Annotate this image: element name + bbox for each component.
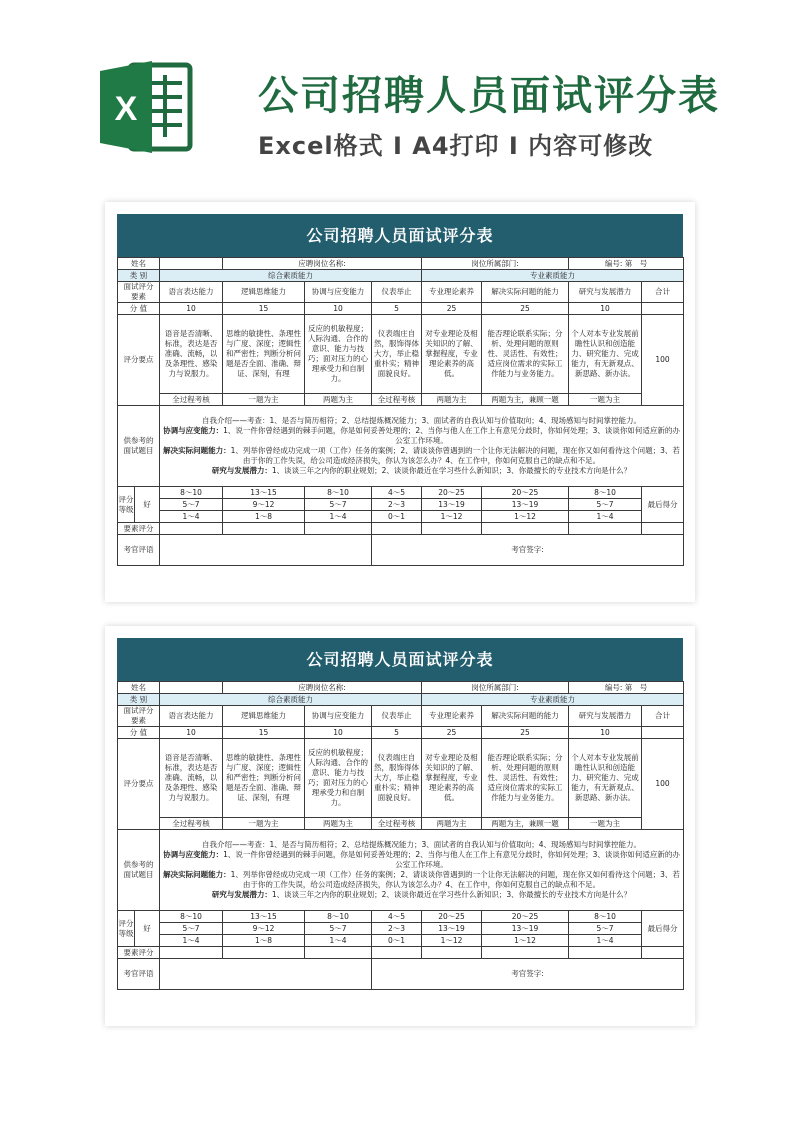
- assess-cell: 全过程考核: [372, 394, 422, 406]
- element-score-label: 要素评分: [118, 523, 160, 535]
- position-field[interactable]: 应聘岗位名称:: [223, 258, 422, 270]
- point-cell: 个人对本专业发展前瞻性认识和创造能力、研究能力、完成能力，有无新观点、新思路、新办法。: [569, 739, 642, 818]
- assess-cell: 两题为主: [305, 394, 372, 406]
- grade-mid-cell: 5～7: [305, 499, 372, 511]
- point-cell: 对专业理论及相关知识的了解、掌握程度，专业理论素养的高低。: [422, 315, 482, 394]
- element-cell: 仪表举止: [372, 282, 422, 303]
- point-cell: 仪表端庄自然，服饰得体大方，举止稳重朴实；精神面貌良好。: [372, 739, 422, 818]
- point-cell: 个人对本专业发展前瞻性认识和创造能力、研究能力、完成能力，有无新观点、新思路、新办法。: [569, 315, 642, 394]
- assess-cell: 全过程考核: [160, 394, 223, 406]
- category-label: 类 别: [118, 694, 160, 706]
- point-cell: 能否理论联系实际；分析、处理问题的原则性、灵活性、有效性；适应岗位需求的实际工作能力与业务能力。: [482, 739, 569, 818]
- grade-poor-cell: 0～1: [372, 935, 422, 947]
- question-intro: 自我介绍——考查：1、是否与简历相符；2、总结提炼概况能力；3、面试者的自我认知与价值取向；4、现场感知与时间掌控能力。: [201, 840, 642, 849]
- element-score-field[interactable]: [372, 947, 422, 959]
- total-score: 100: [642, 315, 684, 406]
- assess-cell: 两题为主，兼顾一题: [482, 818, 569, 830]
- score-cell: 10: [160, 303, 223, 315]
- element-score-field[interactable]: [482, 523, 569, 535]
- examiner-sign-field[interactable]: 考官签字:: [372, 535, 684, 566]
- total-score: 100: [642, 739, 684, 830]
- elements-label: 面试评分要素: [118, 282, 160, 303]
- final-score-field[interactable]: [642, 947, 684, 959]
- grade-poor-cell: 1～4: [569, 935, 642, 947]
- name-field[interactable]: [160, 258, 223, 270]
- grade-good-cell: 4～5: [372, 911, 422, 923]
- element-cell: 仪表举止: [372, 706, 422, 727]
- element-cell: 专业理论素养: [422, 706, 482, 727]
- score-cell: 10: [305, 303, 372, 315]
- questions-label: 供参考的面试题目: [118, 830, 160, 911]
- grade-poor-cell: 1～4: [569, 511, 642, 523]
- grade-label: 评分等级 好: [118, 911, 160, 947]
- elements-label: 面试评分要素: [118, 706, 160, 727]
- element-cell: 解决实际问题的能力: [482, 706, 569, 727]
- grade-mid-cell: 5～7: [160, 499, 223, 511]
- dept-field[interactable]: 岗位所属部门:: [422, 682, 569, 694]
- question-coordination: 协调与应变能力：1、说一件你曾经遇到的棘手问题，你是如何妥善处理的；2、当你与他人在工作上有意见分歧时，你如何处理；3、谈谈你如何适应新的办公室工作环境。: [163, 850, 680, 869]
- header: [0, 0, 800, 196]
- page-title: 公司招聘人员面试评分表: [258, 73, 720, 119]
- grade-good-cell: 8～10: [160, 487, 223, 499]
- grade-poor-cell: 1～4: [305, 511, 372, 523]
- name-label: 姓名: [118, 258, 160, 270]
- grade-mid-cell: 2～3: [372, 499, 422, 511]
- element-score-field[interactable]: [305, 523, 372, 535]
- final-score-field[interactable]: [642, 523, 684, 535]
- category-general: 综合素质能力: [160, 270, 422, 282]
- grade-mid-cell: 5～7: [305, 923, 372, 935]
- number-field[interactable]: 编号: 第 号: [569, 682, 684, 694]
- grade-poor-cell: 1～12: [482, 935, 569, 947]
- point-cell: 思维的敏捷性、条理性与广度、深度；逻辑性和严密性；判断分析问题是否全面、准确、辩证、深刻，有理: [223, 315, 305, 394]
- grade-poor-cell: 1～12: [422, 511, 482, 523]
- question-problem-solving: 解决实际问题能力：1、列举你曾经成功完成一项（工作）任务的案例；2、请谈谈你曾遇到的一个让你无法解决的问题，现在你又如何看待这个问题；3、若由于你的工作失误，给公司造成经济损失，你认为该怎么办？4、在工作中，你如何克服自己的缺点和不足。: [163, 446, 680, 465]
- examiner-comment-field[interactable]: [160, 535, 372, 566]
- category-professional: 专业素质能力: [422, 694, 684, 706]
- element-score-field[interactable]: [422, 523, 482, 535]
- name-label: 姓名: [118, 682, 160, 694]
- grade-poor-cell: 1～8: [223, 935, 305, 947]
- assess-cell: 一题为主: [569, 818, 642, 830]
- grade-good-cell: 13～15: [223, 487, 305, 499]
- element-score-field[interactable]: [422, 947, 482, 959]
- assess-cell: 两题为主: [422, 394, 482, 406]
- assess-cell: 两题为主: [305, 818, 372, 830]
- examiner-comment-label: 考官评语: [118, 535, 160, 566]
- assess-cell: 一题为主: [223, 394, 305, 406]
- score-cell: 25: [482, 727, 569, 739]
- dept-field[interactable]: 岗位所属部门:: [422, 258, 569, 270]
- grade-mid-cell: 13～19: [482, 923, 569, 935]
- svg-text:X: X: [114, 90, 138, 128]
- point-cell: 语音是否清晰、标准，表达是否准确、流畅，以及条理性、感染力与说服力。: [160, 739, 223, 818]
- point-cell: 仪表端庄自然，服饰得体大方，举止稳重朴实；精神面貌良好。: [372, 315, 422, 394]
- grade-good-cell: 8～10: [305, 487, 372, 499]
- question-problem-solving: 解决实际问题能力：1、列举你曾经成功完成一项（工作）任务的案例；2、请谈谈你曾遇到的一个让你无法解决的问题，现在你又如何看待这个问题；3、若由于你的工作失误，给公司造成经济损失，你认为该怎么办？4、在工作中，你如何克服自己的缺点和不足。: [163, 870, 680, 889]
- element-cell: 专业理论素养: [422, 282, 482, 303]
- score-label: 分 值: [118, 303, 160, 315]
- assess-cell: 一题为主: [569, 394, 642, 406]
- question-potential: 研究与发展潜力：1、谈谈三年之内你的职业规划；2、谈谈你最近在学习些什么新知识；3、你最擅长的专业技术方向是什么？: [211, 890, 632, 899]
- score-cell: 15: [223, 303, 305, 315]
- element-cell: 解决实际问题的能力: [482, 282, 569, 303]
- element-cell: 逻辑思维能力: [223, 282, 305, 303]
- grade-poor-cell: 0～1: [372, 511, 422, 523]
- grade-label: 评分等级 好: [118, 487, 160, 523]
- examiner-comment-label: 考官评语: [118, 959, 160, 990]
- element-score-field[interactable]: [160, 947, 223, 959]
- score-cell: 5: [372, 303, 422, 315]
- questions-label: 供参考的面试题目: [118, 406, 160, 487]
- element-score-field[interactable]: [372, 523, 422, 535]
- element-cell: 逻辑思维能力: [223, 706, 305, 727]
- points-label: 评分要点: [118, 739, 160, 830]
- total-label: 合计: [642, 706, 684, 727]
- score-table: [117, 681, 684, 990]
- grade-poor-cell: 1～4: [160, 511, 223, 523]
- grade-good-cell: 20～25: [422, 487, 482, 499]
- grade-poor-cell: 1～12: [422, 935, 482, 947]
- grade-mid-cell: 9～12: [223, 923, 305, 935]
- examiner-comment-field[interactable]: [160, 959, 372, 990]
- grade-good-cell: 20～25: [482, 487, 569, 499]
- grade-mid-cell: 2～3: [372, 923, 422, 935]
- category-label: 类 别: [118, 270, 160, 282]
- element-score-field[interactable]: [223, 947, 305, 959]
- assess-cell: 全过程考核: [160, 818, 223, 830]
- element-score-field[interactable]: [305, 947, 372, 959]
- element-score-field[interactable]: [569, 523, 642, 535]
- score-cell: 5: [372, 727, 422, 739]
- point-cell: 对专业理论及相关知识的了解、掌握程度，专业理论素养的高低。: [422, 739, 482, 818]
- score-cell: 25: [422, 303, 482, 315]
- grade-good-cell: 8～10: [569, 911, 642, 923]
- element-cell: 协调与应变能力: [305, 282, 372, 303]
- question-coordination: 协调与应变能力：1、说一件你曾经遇到的棘手问题，你是如何妥善处理的；2、当你与他人在工作上有意见分歧时，你如何处理；3、谈谈你如何适应新的办公室工作环境。: [163, 426, 680, 445]
- score-total-blank: [642, 727, 684, 739]
- grade-poor-cell: 1～4: [305, 935, 372, 947]
- grade-good-cell: 20～25: [422, 911, 482, 923]
- element-cell: 语言表达能力: [160, 706, 223, 727]
- grade-good-cell: 8～10: [569, 487, 642, 499]
- element-cell: 研究与发展潜力: [569, 706, 642, 727]
- grade-poor-cell: 1～12: [482, 511, 569, 523]
- element-score-field[interactable]: [160, 523, 223, 535]
- grade-mid-cell: 13～19: [482, 499, 569, 511]
- grade-good-cell: 4～5: [372, 487, 422, 499]
- element-cell: 协调与应变能力: [305, 706, 372, 727]
- element-cell: 研究与发展潜力: [569, 282, 642, 303]
- number-field[interactable]: 编号: 第 号: [569, 258, 684, 270]
- grade-good-cell: 20～25: [482, 911, 569, 923]
- assess-cell: 全过程考核: [372, 818, 422, 830]
- assess-cell: 两题为主，兼顾一题: [482, 394, 569, 406]
- element-score-field[interactable]: [569, 947, 642, 959]
- grade-good-cell: 8～10: [305, 911, 372, 923]
- score-cell: 10: [160, 727, 223, 739]
- page-subtitle: Excel格式 I A4打印 I 内容可修改: [258, 132, 654, 160]
- category-general: 综合素质能力: [160, 694, 422, 706]
- score-cell: 15: [223, 727, 305, 739]
- point-cell: 语音是否清晰、标准，表达是否准确、流畅，以及条理性、感染力与说服力。: [160, 315, 223, 394]
- element-score-field[interactable]: [223, 523, 305, 535]
- score-cell: 25: [422, 727, 482, 739]
- question-potential: 研究与发展潜力：1、谈谈三年之内你的职业规划；2、谈谈你最近在学习些什么新知识；3、你最擅长的专业技术方向是什么？: [211, 466, 632, 475]
- grade-mid-cell: 5～7: [569, 499, 642, 511]
- score-cell: 10: [305, 727, 372, 739]
- name-field[interactable]: [160, 682, 223, 694]
- element-cell: 语言表达能力: [160, 282, 223, 303]
- category-professional: 专业素质能力: [422, 270, 684, 282]
- score-table: [117, 257, 684, 566]
- grade-poor-cell: 1～4: [160, 935, 223, 947]
- grade-mid-cell: 13～19: [422, 499, 482, 511]
- examiner-sign-field[interactable]: 考官签字:: [372, 959, 684, 990]
- questions-cell: [160, 406, 684, 487]
- form-title: 公司招聘人员面试评分表: [117, 638, 683, 681]
- form-title: 公司招聘人员面试评分表: [117, 214, 683, 257]
- assess-cell: 一题为主: [223, 818, 305, 830]
- score-cell: 10: [569, 303, 642, 315]
- questions-cell: [160, 830, 684, 911]
- final-score-label: 最后得分: [642, 911, 684, 947]
- grade-good-cell: 8～10: [160, 911, 223, 923]
- grade-mid-cell: 5～7: [160, 923, 223, 935]
- grade-mid-cell: 5～7: [569, 923, 642, 935]
- score-total-blank: [642, 303, 684, 315]
- score-cell: 25: [482, 303, 569, 315]
- element-score-label: 要素评分: [118, 947, 160, 959]
- point-cell: 反应的机敏程度；人际沟通、合作的意识、能力与技巧；面对压力的心理承受力和自制力。: [305, 739, 372, 818]
- grade-poor-cell: 1～8: [223, 511, 305, 523]
- points-label: 评分要点: [118, 315, 160, 406]
- score-cell: 10: [569, 727, 642, 739]
- point-cell: 思维的敏捷性、条理性与广度、深度；逻辑性和严密性；判断分析问题是否全面、准确、辩证、深刻，有理: [223, 739, 305, 818]
- grade-mid-cell: 13～19: [422, 923, 482, 935]
- element-score-field[interactable]: [482, 947, 569, 959]
- point-cell: 能否理论联系实际；分析、处理问题的原则性、灵活性、有效性；适应岗位需求的实际工作能力与业务能力。: [482, 315, 569, 394]
- excel-icon: [100, 57, 195, 157]
- point-cell: 反应的机敏程度；人际沟通、合作的意识、能力与技巧；面对压力的心理承受力和自制力。: [305, 315, 372, 394]
- total-label: 合计: [642, 282, 684, 303]
- question-intro: 自我介绍——考查：1、是否与简历相符；2、总结提炼概况能力；3、面试者的自我认知与价值取向；4、现场感知与时间掌控能力。: [201, 416, 642, 425]
- sheet-preview-1: [105, 202, 695, 602]
- position-field[interactable]: 应聘岗位名称:: [223, 682, 422, 694]
- score-label: 分 值: [118, 727, 160, 739]
- final-score-label: 最后得分: [642, 487, 684, 523]
- grade-mid-cell: 9～12: [223, 499, 305, 511]
- sheet-preview-2: [105, 626, 695, 1026]
- assess-cell: 两题为主: [422, 818, 482, 830]
- grade-good-cell: 13～15: [223, 911, 305, 923]
